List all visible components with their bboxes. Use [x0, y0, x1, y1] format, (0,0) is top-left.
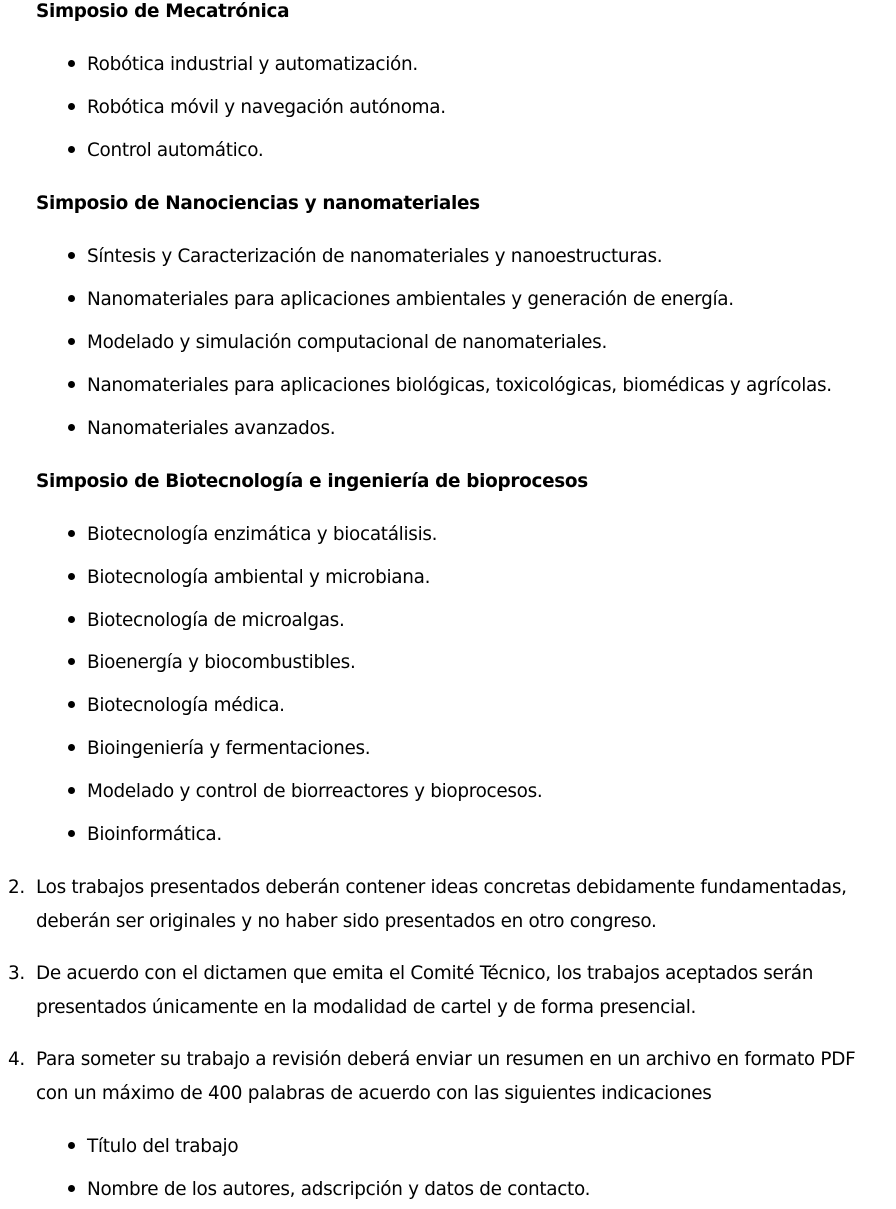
list-item: Síntesis y Caracterización de nanomateriales y nanoestructuras. — [68, 246, 662, 267]
bullet-icon — [68, 701, 75, 708]
list-item: Bioingeniería y fermentaciones. — [68, 738, 370, 759]
list-item: Nanomateriales para aplicaciones ambientales y generación de energía. — [68, 289, 734, 310]
list-item: Biotecnología enzimática y biocatálisis. — [68, 524, 437, 545]
bullet-icon — [68, 830, 75, 837]
section-heading-mecatronica: Simposio de Mecatrónica — [36, 1, 290, 22]
bullet-icon — [68, 424, 75, 431]
item-number: 2. — [8, 877, 25, 898]
list-item: Modelado y control de biorreactores y bioprocesos. — [68, 781, 542, 802]
bullet-icon — [68, 1142, 75, 1149]
bullet-icon — [68, 146, 75, 153]
bullet-icon — [68, 573, 75, 580]
list-item: Biotecnología médica. — [68, 695, 285, 716]
bullet-icon — [68, 381, 75, 388]
list-item: Biotecnología ambiental y microbiana. — [68, 567, 430, 588]
item-text-line: deberán ser originales y no haber sido presentados en otro congreso. — [36, 911, 657, 932]
bullet-icon — [68, 338, 75, 345]
item-text-line: presentados únicamente en la modalidad de cartel y de forma presencial. — [36, 997, 697, 1018]
section-heading-nanociencias: Simposio de Nanociencias y nanomateriales — [36, 193, 480, 214]
list-item: Modelado y simulación computacional de nanomateriales. — [68, 332, 607, 353]
list-item: Robótica móvil y navegación autónoma. — [68, 97, 446, 118]
bullet-icon — [68, 1185, 75, 1192]
bullet-icon — [68, 530, 75, 537]
numbered-item-4 — [8, 1049, 856, 1104]
numbered-item-2 — [8, 877, 847, 932]
list-item: Bioenergía y biocombustibles. — [68, 652, 356, 673]
bullet-icon — [68, 658, 75, 665]
bullet-icon — [68, 616, 75, 623]
list-item: Nanomateriales avanzados. — [68, 418, 335, 439]
item-text-line: Para someter su trabajo a revisión deberá enviar un resumen en un archivo en formato PDF — [36, 1049, 856, 1070]
bullet-icon — [68, 252, 75, 259]
bullet-icon — [68, 295, 75, 302]
bullet-icon — [68, 60, 75, 67]
list-item: Nombre de los autores, adscripción y datos de contacto. — [68, 1179, 590, 1200]
numbered-item-3 — [8, 963, 814, 1018]
item-number: 4. — [8, 1049, 25, 1070]
bullet-icon — [68, 787, 75, 794]
list-item: Bioinformática. — [68, 824, 222, 845]
list-item: Control automático. — [68, 140, 263, 161]
item-number: 3. — [8, 963, 25, 984]
bullet-icon — [68, 744, 75, 751]
bullet-icon — [68, 103, 75, 110]
list-item: Título del trabajo — [68, 1136, 238, 1157]
list-item: Biotecnología de microalgas. — [68, 610, 345, 631]
item-text-line: De acuerdo con el dictamen que emita el Comité Técnico, los trabajos aceptados serán — [36, 963, 814, 984]
item-text-line: Los trabajos presentados deberán contener ideas concretas debidamente fundamentadas, — [36, 877, 847, 898]
section-heading-biotecnologia: Simposio de Biotecnología e ingeniería de bioprocesos — [36, 471, 588, 492]
list-item: Robótica industrial y automatización. — [68, 54, 418, 75]
list-item: Nanomateriales para aplicaciones biológicas, toxicológicas, biomédicas y agrícolas. — [68, 375, 832, 396]
item-text-line: con un máximo de 400 palabras de acuerdo con las siguientes indicaciones — [36, 1083, 712, 1104]
